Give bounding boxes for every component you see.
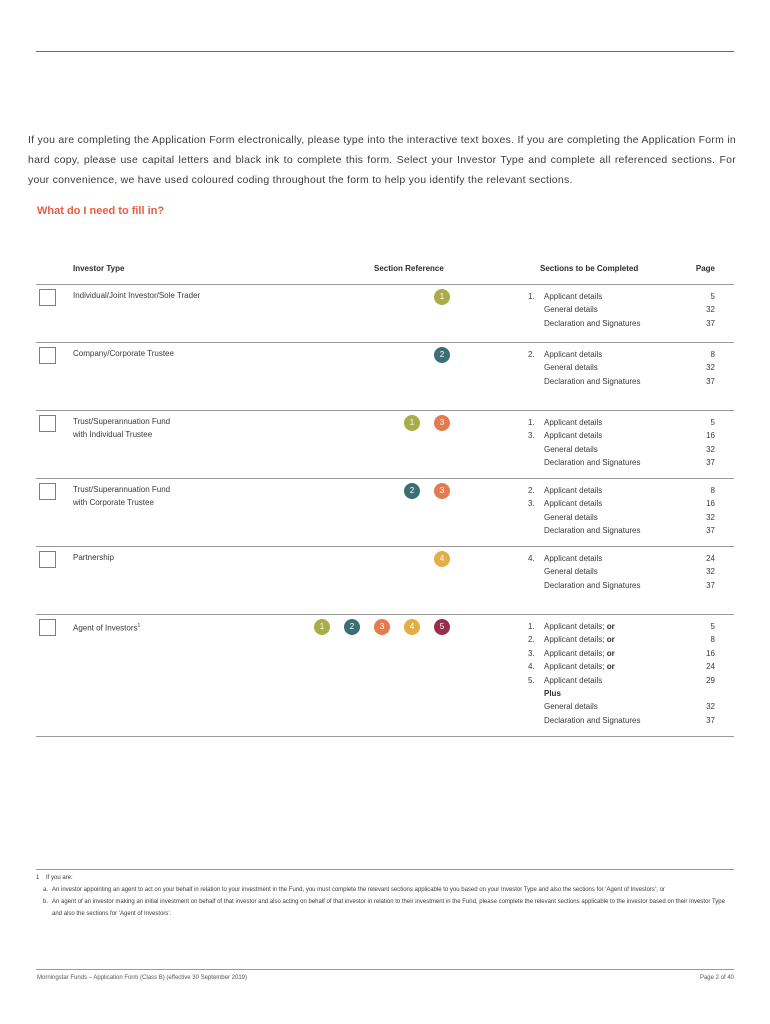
table-row: [36, 343, 734, 411]
section-text: [544, 290, 602, 303]
investor-type-line: Partnership: [73, 553, 114, 562]
section-text: [544, 375, 641, 388]
section-line: [528, 303, 734, 316]
investor-type-label: [73, 552, 273, 565]
section-line: [528, 579, 734, 592]
section-text-main: Declaration and Signatures: [544, 526, 641, 536]
section-number: 3.: [528, 431, 535, 441]
section-text: [544, 303, 598, 316]
sections-list: [528, 348, 734, 388]
section-number: 3.: [528, 499, 535, 509]
section-line: [528, 552, 734, 565]
table-row: [36, 615, 734, 737]
section-or: or: [606, 622, 615, 631]
header-investor-type: Investor Type: [73, 264, 125, 273]
investor-type-table: [36, 262, 734, 737]
table-header: [36, 262, 734, 285]
section-line: [528, 497, 734, 510]
investor-type-checkbox[interactable]: [39, 347, 56, 364]
section-text-main: Applicant details: [544, 431, 603, 441]
section-badge-2: 2: [344, 619, 360, 635]
section-heading: What do I need to fill in?: [37, 205, 165, 217]
investor-type-line: [73, 620, 273, 635]
header-section-reference: Section Reference: [374, 264, 444, 273]
table-row: [36, 547, 734, 615]
section-page: 32: [706, 702, 715, 712]
investor-type-checkbox[interactable]: [39, 415, 56, 432]
section-page: 37: [706, 526, 715, 536]
section-text-main: Applicant details: [544, 350, 603, 359]
section-text-main: Applicant details;: [544, 648, 605, 658]
section-text-main: General details: [544, 567, 598, 577]
section-page: 37: [706, 458, 715, 468]
investor-type-label: [73, 416, 273, 441]
investor-type-checkbox[interactable]: [39, 619, 56, 636]
section-text: [544, 416, 602, 429]
section-badge-1: 1: [404, 415, 420, 431]
section-text-main: Applicant details: [544, 499, 603, 509]
investor-type-label: [73, 484, 273, 509]
section-page: 5: [710, 418, 715, 427]
section-text-main: General details: [544, 512, 598, 522]
section-badge-4: 4: [404, 619, 420, 635]
sections-list: [528, 620, 734, 727]
section-text-main: Applicant details: [544, 554, 603, 563]
table-row: [36, 411, 734, 479]
section-line: [528, 647, 734, 660]
section-number: 4.: [528, 662, 535, 672]
section-number: 5.: [528, 675, 535, 685]
section-text-main: Declaration and Signatures: [544, 715, 641, 725]
section-badge-3: 3: [434, 415, 450, 431]
investor-type-text: Agent of Investors: [73, 623, 138, 633]
footnote-item: [36, 884, 734, 896]
investor-type-line: Trust/Superannuation Fund: [73, 417, 171, 426]
section-page: 37: [706, 318, 715, 328]
section-badge-3: 3: [374, 619, 390, 635]
section-line: [528, 700, 734, 713]
section-badge-5: 5: [434, 619, 450, 635]
table-row: [36, 285, 734, 343]
section-number: 3.: [528, 648, 535, 658]
section-text-main: General details: [544, 363, 598, 373]
section-page: 29: [706, 675, 715, 685]
section-line: [528, 361, 734, 374]
section-text: [544, 443, 598, 456]
section-or: or: [606, 648, 615, 658]
section-text: [544, 647, 615, 660]
section-line: [528, 290, 734, 303]
section-line: [528, 660, 734, 673]
section-badge-3: 3: [434, 483, 450, 499]
footnote-letter: b.: [43, 899, 49, 905]
section-page: 32: [706, 363, 715, 373]
footnotes: [36, 872, 734, 920]
section-line: [528, 456, 734, 469]
section-reference-badges: [434, 347, 450, 363]
header-page: Page: [695, 264, 715, 273]
section-line: [528, 620, 734, 633]
section-text: [544, 497, 602, 510]
section-text: [544, 484, 602, 497]
footer-document-title: Morningstar Funds – Application Form (Class B) (effective 30 September 2019): [37, 975, 247, 981]
section-text: [544, 620, 615, 633]
section-page: 32: [706, 512, 715, 522]
section-page: 37: [706, 580, 715, 590]
section-page: 37: [706, 715, 715, 725]
section-line: [528, 484, 734, 497]
section-badge-1: 1: [434, 289, 450, 305]
section-text: [544, 361, 598, 374]
plus-label: [544, 687, 561, 700]
section-or: or: [606, 635, 615, 645]
section-line: [528, 348, 734, 361]
section-text-main: Applicant details;: [544, 635, 605, 645]
investor-type-checkbox[interactable]: [39, 483, 56, 500]
footnote-item: [36, 896, 734, 920]
section-text-main: Declaration and Signatures: [544, 318, 641, 328]
investor-type-line: with Individual Trustee: [73, 429, 153, 439]
footnote-number: 1: [36, 875, 40, 881]
section-text-main: Plus: [544, 688, 561, 698]
section-badge-1: 1: [314, 619, 330, 635]
section-text: [544, 429, 602, 442]
footnote-intro: [36, 872, 734, 884]
section-number: 1.: [528, 622, 535, 631]
footnote-intro-text: If you are:: [46, 875, 73, 881]
footer-divider: [36, 969, 734, 970]
section-number: 2.: [528, 486, 535, 495]
section-number: 2.: [528, 350, 535, 359]
header-sections-completed: Sections to be Completed: [540, 264, 639, 273]
investor-type-label: [73, 348, 273, 361]
section-badge-4: 4: [434, 551, 450, 567]
section-text: [544, 633, 615, 646]
footnote-marker: 1: [137, 623, 141, 629]
section-page: 16: [706, 499, 715, 509]
section-line: [528, 511, 734, 524]
section-text: [544, 714, 641, 727]
section-text-main: Declaration and Signatures: [544, 376, 641, 386]
section-page: 8: [710, 486, 715, 495]
section-page: 5: [710, 622, 715, 631]
section-line: [528, 714, 734, 727]
sections-list: [528, 552, 734, 592]
footnote-items: [36, 884, 734, 920]
section-line: [528, 633, 734, 646]
section-text-main: General details: [544, 305, 598, 315]
section-number: 4.: [528, 554, 535, 563]
section-text-main: Applicant details;: [544, 662, 605, 672]
footer-page-number: Page 2 of 40: [699, 975, 734, 981]
section-text: [544, 524, 641, 537]
table-row: [36, 479, 734, 547]
section-text-main: Applicant details: [544, 418, 603, 427]
section-reference-badges: [434, 289, 450, 305]
section-text: [544, 565, 598, 578]
footnote-text: An agent of an investor making an initial investment on behalf of that investor and also acting on behalf of that investor in relation to their investment in the Fund, please complete the relevant sections applicable to the investor based on their Investor Type and also the sections for ‘Agent of Investors’.: [52, 899, 725, 917]
investor-type-checkbox[interactable]: [39, 551, 56, 568]
footnote-divider: [36, 869, 734, 870]
section-line: [528, 443, 734, 456]
section-page: 16: [706, 431, 715, 441]
sections-list: [528, 416, 734, 470]
section-text: [544, 317, 641, 330]
sections-list: [528, 290, 734, 330]
section-text-main: Applicant details: [544, 675, 603, 685]
section-page: 8: [710, 635, 715, 645]
section-line: [528, 429, 734, 442]
investor-type-line: Trust/Superannuation Fund: [73, 485, 171, 494]
section-line: [528, 674, 734, 687]
footnote-text: An investor appointing an agent to act on your behalf in relation to your investment in the Fund, you must complete the relevant sections applicable to you based on your Investor Type and also the sections for ‘Agent of Investors’; or: [52, 887, 665, 893]
section-number: 1.: [528, 418, 535, 427]
section-text-main: Applicant details;: [544, 622, 605, 631]
section-line: [528, 687, 734, 700]
investor-type-checkbox[interactable]: [39, 289, 56, 306]
footnote-letter: a.: [43, 887, 49, 893]
top-divider: [36, 51, 734, 52]
section-line: [528, 565, 734, 578]
investor-type-label: [73, 620, 273, 635]
section-page: 24: [706, 554, 715, 563]
section-text: [544, 579, 641, 592]
investor-type-label: [73, 290, 273, 303]
section-text-main: Declaration and Signatures: [544, 458, 641, 468]
section-text-main: General details: [544, 444, 598, 454]
section-reference-badges: [404, 483, 450, 499]
section-number: 1.: [528, 292, 535, 301]
section-badge-2: 2: [434, 347, 450, 363]
intro-paragraph: If you are completing the Application Form electronically, please type into the interactive text boxes. If you are completing the Application Form in hard copy, please use capital letters and black ink to complete this form. Select your Investor Type and complete all referenced sections. For your convenience, we have used coloured coding throughout the form to help you identify the relevant sections.: [28, 134, 736, 186]
section-number: 2.: [528, 635, 535, 645]
section-text-main: General details: [544, 702, 598, 712]
section-text: [544, 456, 641, 469]
section-line: [528, 524, 734, 537]
section-or: or: [606, 662, 615, 672]
section-page: 16: [706, 648, 715, 658]
section-text: [544, 511, 598, 524]
section-page: 37: [706, 376, 715, 386]
sections-list: [528, 484, 734, 538]
section-text: [544, 700, 598, 713]
section-line: [528, 375, 734, 388]
section-text: [544, 552, 602, 565]
section-text: [544, 674, 602, 687]
section-page: 32: [706, 444, 715, 454]
section-text: [544, 348, 602, 361]
section-page: 5: [710, 292, 715, 301]
investor-type-line: Company/Corporate Trustee: [73, 349, 174, 358]
section-page: 8: [710, 350, 715, 359]
section-reference-badges: [314, 619, 450, 635]
investor-type-line: with Corporate Trustee: [73, 497, 154, 507]
section-line: [528, 317, 734, 330]
section-text-main: Applicant details: [544, 486, 603, 495]
section-page: 32: [706, 305, 715, 315]
section-text-main: Applicant details: [544, 292, 603, 301]
section-text: [544, 660, 615, 673]
table-body: [36, 285, 734, 737]
investor-type-line: Individual/Joint Investor/Sole Trader: [73, 291, 201, 300]
section-text-main: Declaration and Signatures: [544, 580, 641, 590]
section-page: 24: [706, 662, 715, 672]
section-reference-badges: [404, 415, 450, 431]
section-line: [528, 416, 734, 429]
section-badge-2: 2: [404, 483, 420, 499]
section-reference-badges: [434, 551, 450, 567]
section-page: 32: [706, 567, 715, 577]
